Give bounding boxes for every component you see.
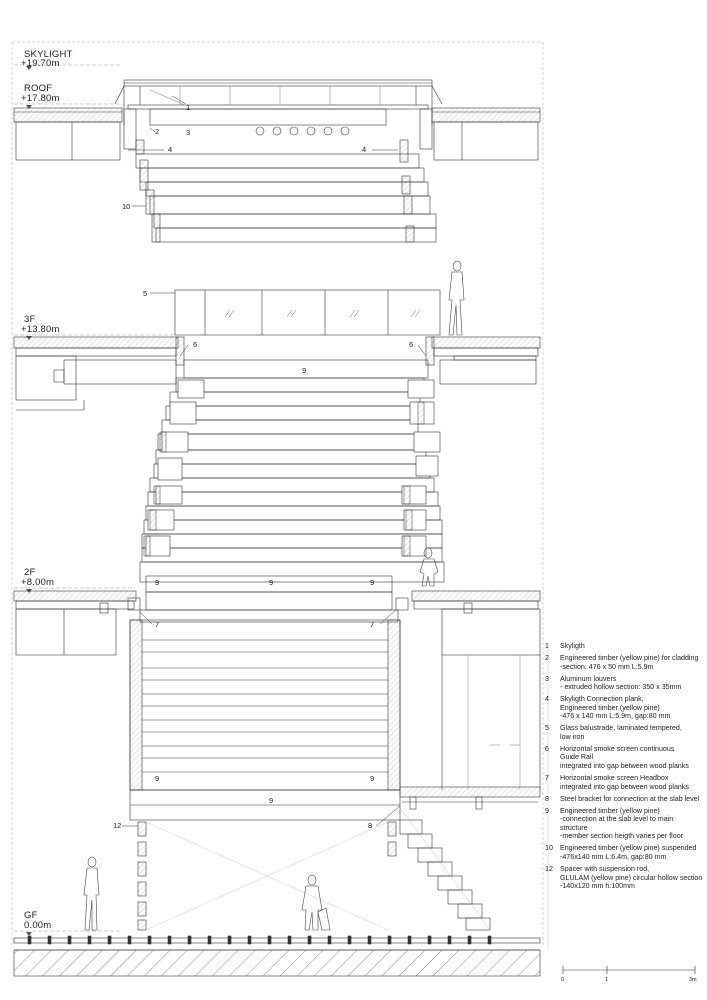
level-roof-name: ROOF (24, 83, 53, 94)
legend-number: 8 (545, 794, 549, 803)
legend-line: -connection at the slab level to main (560, 815, 674, 824)
legend-item (545, 695, 705, 721)
aluminum-louvers (256, 127, 349, 135)
legend-text (560, 865, 705, 891)
person-gf-left (84, 857, 99, 930)
glass-balustrade (175, 290, 440, 335)
callout-4-left: 4 (168, 145, 173, 154)
landing-right (400, 787, 540, 809)
legend-line: structure (560, 823, 588, 832)
legend-line: - extruded hollow section: 350 x 35mm (560, 683, 682, 692)
scale-label-1: 1 (605, 977, 609, 983)
legend-line: Guide Rail (560, 753, 594, 762)
callout-9-2f-mid: 9 (269, 578, 274, 587)
legend-number: 12 (545, 864, 553, 873)
level-2f-elev: +8.00m (21, 577, 55, 588)
legend-text (560, 795, 705, 804)
third-floor-slab (14, 337, 540, 410)
legend-number: 2 (545, 653, 549, 662)
stair-lower-right (398, 805, 490, 930)
legend-line: -section: 476 x 50 mm L:5.9m (560, 662, 654, 671)
legend-number: 7 (545, 774, 549, 783)
callout-9-2f-right: 9 (370, 578, 375, 587)
drawing-frame (12, 42, 543, 945)
callout-9-low-right: 9 (370, 774, 375, 783)
legend-line: -member section heigth varies per floor (560, 832, 684, 841)
legend-number: 3 (545, 674, 549, 683)
callout-4-right: 4 (362, 145, 367, 154)
legend-text (560, 724, 705, 741)
callout-12: 12 (113, 821, 122, 830)
legend-line: Engineered timber (yellow pine) suspended (560, 844, 697, 853)
legend-text (560, 774, 705, 791)
legend-line: low iron (560, 732, 585, 741)
callout-9-low-left: 9 (155, 774, 160, 783)
bracing-lines (146, 822, 388, 930)
legend-item (545, 724, 705, 741)
legend-item (545, 807, 705, 841)
legend-item (545, 774, 705, 791)
callout-8: 8 (368, 821, 373, 830)
level-2f-name: 2F (24, 567, 36, 578)
level-3f-name: 3F (24, 314, 36, 325)
legend-text (560, 654, 705, 671)
level-skylight-name: SKYLIGHT (24, 49, 73, 60)
legend-item (545, 675, 705, 692)
legend-number: 1 (545, 642, 549, 650)
callout-9-3f: 9 (302, 366, 307, 375)
legend-item (545, 745, 705, 771)
scale-label-3m: 3m (689, 977, 697, 983)
legend-item (545, 642, 705, 651)
callout-9-2f-left: 9 (155, 578, 160, 587)
callout-6-left: 6 (193, 340, 198, 349)
legend-number: 6 (545, 744, 549, 753)
legend-number: 10 (545, 844, 553, 853)
callout-2: 2 (155, 127, 160, 136)
legend-line: Steel bracket for connection at the slab level (560, 794, 700, 803)
legend-line: -140x120 mm h:100mm (560, 882, 635, 891)
stair-2f-gf (130, 620, 400, 820)
upper-planks (136, 140, 436, 242)
legend-line: Spacer with suspension rod, (560, 864, 650, 873)
callout-6-right: 6 (409, 340, 414, 349)
legend-text (560, 745, 705, 771)
legend-item (545, 654, 705, 671)
legend-text (560, 642, 705, 651)
legend-item (545, 844, 705, 861)
legend (545, 642, 705, 894)
legend-item (545, 865, 705, 891)
legend-number: 4 (545, 695, 549, 704)
legend-line: -476x140 mm L:6.4m, gap:80 mm (560, 852, 667, 861)
level-gf-elev: 0.00m (24, 920, 52, 931)
legend-number: 9 (545, 806, 549, 815)
level-skylight-elev: +19.70m (21, 58, 60, 69)
level-gf-name: GF (24, 910, 38, 921)
legend-item (545, 795, 705, 804)
legend-line: Engineered timber (yellow pine) (560, 806, 660, 815)
stair-hatch (144, 402, 424, 556)
scale-label-0: 0 (561, 977, 565, 983)
skylight (115, 80, 442, 149)
legend-line: Engineered timber (yellow pine) for cladding (560, 653, 699, 662)
callout-7-right: 7 (370, 620, 375, 629)
callout-7-left: 7 (155, 620, 160, 629)
callout-1: 1 (186, 103, 191, 112)
second-floor-slab (14, 591, 540, 790)
legend-line: Glass balustrade, laminated tempered, (560, 724, 682, 733)
legend-number: 5 (545, 724, 549, 733)
callout-3: 3 (186, 128, 191, 137)
callout-9-low-mid: 9 (269, 796, 274, 805)
scale-bar (563, 966, 695, 974)
level-3f-elev: +13.80m (21, 324, 60, 335)
legend-line: Horizontal smoke screen Headbox (560, 774, 669, 783)
person-gf-center (302, 875, 330, 930)
legend-line: -476 x 140 mm L:5.9m, gap:80 mm (560, 712, 671, 721)
legend-line: Skyligth (560, 642, 585, 650)
legend-line: GLULAM (yellow pine) circular hollow section (560, 873, 703, 882)
legend-text (560, 675, 705, 692)
callout-10: 10 (122, 202, 131, 211)
stair-blocks (146, 380, 440, 556)
person-3f-right (449, 261, 464, 335)
legend-line: Horizontal smoke screen continuous (560, 744, 675, 753)
legend-text (560, 695, 705, 721)
legend-line: integrated into gap between wood planks (560, 762, 689, 771)
callout-5: 5 (143, 289, 148, 298)
legend-line: Engineered timber (yellow pine) (560, 703, 660, 712)
legend-line: integrated into gap between wood planks (560, 782, 689, 791)
legend-line: Aluminum louvers (560, 674, 617, 683)
level-markers (26, 66, 32, 936)
legend-text (560, 844, 705, 861)
legend-text (560, 807, 705, 841)
ground-floor (14, 938, 540, 976)
level-roof-elev: +17.80m (21, 93, 60, 104)
legend-line: Skyligth Connection plank, (560, 695, 644, 704)
